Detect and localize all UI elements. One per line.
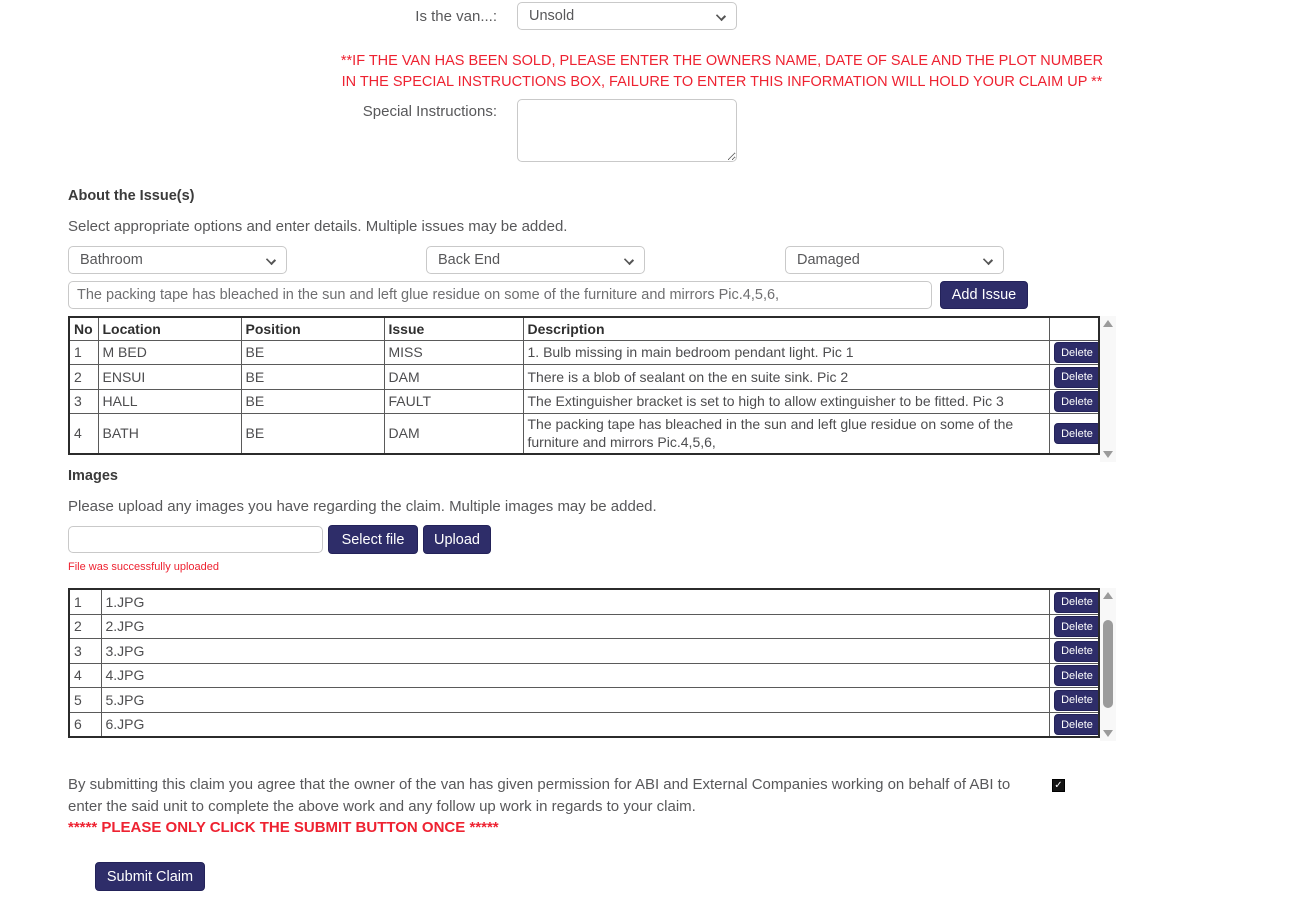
table-cell: 1.JPG <box>101 589 1049 614</box>
table-cell: 2 <box>69 365 98 390</box>
issue-type-select[interactable] <box>785 246 1004 274</box>
special-instructions-label: Special Instructions: <box>362 103 497 120</box>
images-instructions: Please upload any images you have regarding the claim. Multiple images may be added. <box>68 498 657 515</box>
table-cell: There is a blob of sealant on the en suite sink. Pic 2 <box>523 365 1049 390</box>
table-row <box>69 712 1099 737</box>
delete-button[interactable]: Delete <box>1054 714 1100 735</box>
scroll-up-icon[interactable] <box>1103 320 1113 327</box>
agreement-text: By submitting this claim you agree that the owner of the van has given permission for ABI and External Companies working on behalf of ABI to enter the said unit to complete the above work and any follow up work in regards to your claim. <box>68 776 1011 815</box>
delete-cell <box>1049 414 1099 454</box>
table-cell: The Extinguisher bracket is set to high to allow extinguisher to be fitted. Pic 3 <box>523 389 1049 414</box>
images-table-body <box>69 589 1099 737</box>
select-file-button[interactable]: Select file <box>328 525 418 554</box>
issues-table-body <box>69 340 1099 454</box>
delete-button[interactable]: Delete <box>1054 391 1100 412</box>
images-table <box>68 588 1100 738</box>
issue-type-value: Damaged <box>797 252 860 268</box>
delete-cell <box>1049 614 1099 639</box>
table-row <box>69 414 1099 454</box>
images-table-scrollbar[interactable] <box>1100 588 1116 741</box>
table-cell: 2.JPG <box>101 614 1049 639</box>
file-name-input[interactable] <box>68 526 323 553</box>
delete-cell <box>1049 389 1099 414</box>
delete-cell <box>1049 688 1099 713</box>
table-cell: 5 <box>69 688 101 713</box>
table-row <box>69 614 1099 639</box>
special-instructions-textarea[interactable] <box>517 99 737 162</box>
column-header: Issue <box>384 317 523 340</box>
delete-button[interactable]: Delete <box>1054 616 1100 637</box>
table-cell: 6 <box>69 712 101 737</box>
table-cell: 4 <box>69 663 101 688</box>
issue-position-select[interactable] <box>426 246 645 274</box>
table-cell: BE <box>241 365 384 390</box>
chevron-down-icon <box>716 11 726 21</box>
chevron-down-icon <box>983 255 993 265</box>
upload-button[interactable]: Upload <box>423 525 491 554</box>
submit-claim-button[interactable]: Submit Claim <box>95 862 205 891</box>
table-row <box>69 639 1099 664</box>
table-cell: 3.JPG <box>101 639 1049 664</box>
issue-position-value: Back End <box>438 252 501 268</box>
table-cell: 1 <box>69 340 98 365</box>
delete-button[interactable]: Delete <box>1054 342 1100 363</box>
submit-warning-text: ***** PLEASE ONLY CLICK THE SUBMIT BUTTON ONCE ***** <box>68 819 499 836</box>
table-cell: DAM <box>384 414 523 454</box>
table-row <box>69 663 1099 688</box>
table-cell: 1. Bulb missing in main bedroom pendant light. Pic 1 <box>523 340 1049 365</box>
delete-button[interactable]: Delete <box>1054 641 1100 662</box>
issue-location-select[interactable] <box>68 246 287 274</box>
scroll-down-icon[interactable] <box>1103 730 1113 737</box>
delete-button[interactable]: Delete <box>1054 592 1100 613</box>
sold-warning-text: **IF THE VAN HAS BEEN SOLD, PLEASE ENTER THE OWNERS NAME, DATE OF SALE AND THE PLOT NUMBER IN THE SPECIAL INSTRUCTIONS BOX, FAILURE TO ENTER THIS INFORMATION WILL HOLD YOUR CLAIM UP ** <box>340 53 1104 90</box>
delete-cell <box>1049 712 1099 737</box>
table-cell: 3 <box>69 639 101 664</box>
delete-cell <box>1049 639 1099 664</box>
check-icon: ✓ <box>1054 779 1063 791</box>
scroll-up-icon[interactable] <box>1103 592 1113 599</box>
table-row <box>69 340 1099 365</box>
chevron-down-icon <box>624 255 634 265</box>
table-cell: ENSUI <box>98 365 241 390</box>
delete-button[interactable]: Delete <box>1054 690 1100 711</box>
issues-instructions: Select appropriate options and enter details. Multiple issues may be added. <box>68 218 568 235</box>
table-cell: MISS <box>384 340 523 365</box>
images-section-heading: Images <box>68 468 118 484</box>
delete-cell <box>1049 365 1099 390</box>
column-header: No <box>69 317 98 340</box>
delete-cell <box>1049 340 1099 365</box>
issue-description-input[interactable] <box>68 281 932 309</box>
table-cell: 4.JPG <box>101 663 1049 688</box>
column-header: Position <box>241 317 384 340</box>
issues-table-header-row <box>69 317 1099 340</box>
chevron-down-icon <box>266 255 276 265</box>
issue-location-value: Bathroom <box>80 252 143 268</box>
issues-section-heading: About the Issue(s) <box>68 188 195 204</box>
scroll-down-icon[interactable] <box>1103 451 1113 458</box>
delete-button[interactable]: Delete <box>1054 665 1100 686</box>
table-cell: 4 <box>69 414 98 454</box>
table-cell: 2 <box>69 614 101 639</box>
table-cell: The packing tape has bleached in the sun and left glue residue on some of the furniture and mirrors Pic.4,5,6, <box>523 414 1049 454</box>
table-cell: BE <box>241 340 384 365</box>
table-cell: FAULT <box>384 389 523 414</box>
table-cell: 5.JPG <box>101 688 1049 713</box>
table-cell: M BED <box>98 340 241 365</box>
table-cell: BE <box>241 389 384 414</box>
table-row <box>69 389 1099 414</box>
issues-table-scrollbar[interactable] <box>1100 316 1116 462</box>
delete-button[interactable]: Delete <box>1054 367 1100 388</box>
van-status-value: Unsold <box>529 8 575 24</box>
issues-table <box>68 316 1100 455</box>
column-header: Description <box>523 317 1049 340</box>
van-status-select[interactable] <box>517 2 737 30</box>
table-cell: 1 <box>69 589 101 614</box>
table-cell: BATH <box>98 414 241 454</box>
table-cell: 3 <box>69 389 98 414</box>
table-row <box>69 365 1099 390</box>
table-row <box>69 688 1099 713</box>
table-cell: HALL <box>98 389 241 414</box>
delete-cell <box>1049 589 1099 614</box>
table-cell: 6.JPG <box>101 712 1049 737</box>
table-cell: BE <box>241 414 384 454</box>
scrollbar-thumb[interactable] <box>1103 620 1113 708</box>
table-row <box>69 589 1099 614</box>
delete-cell <box>1049 663 1099 688</box>
table-cell: DAM <box>384 365 523 390</box>
upload-status-message: File was successfully uploaded <box>68 561 220 573</box>
van-status-label: Is the van...: <box>415 8 497 25</box>
actions-column-header <box>1049 317 1099 340</box>
agreement-checkbox[interactable] <box>1052 779 1065 792</box>
delete-button[interactable]: Delete <box>1054 423 1100 444</box>
column-header: Location <box>98 317 241 340</box>
add-issue-button[interactable]: Add Issue <box>940 281 1028 309</box>
